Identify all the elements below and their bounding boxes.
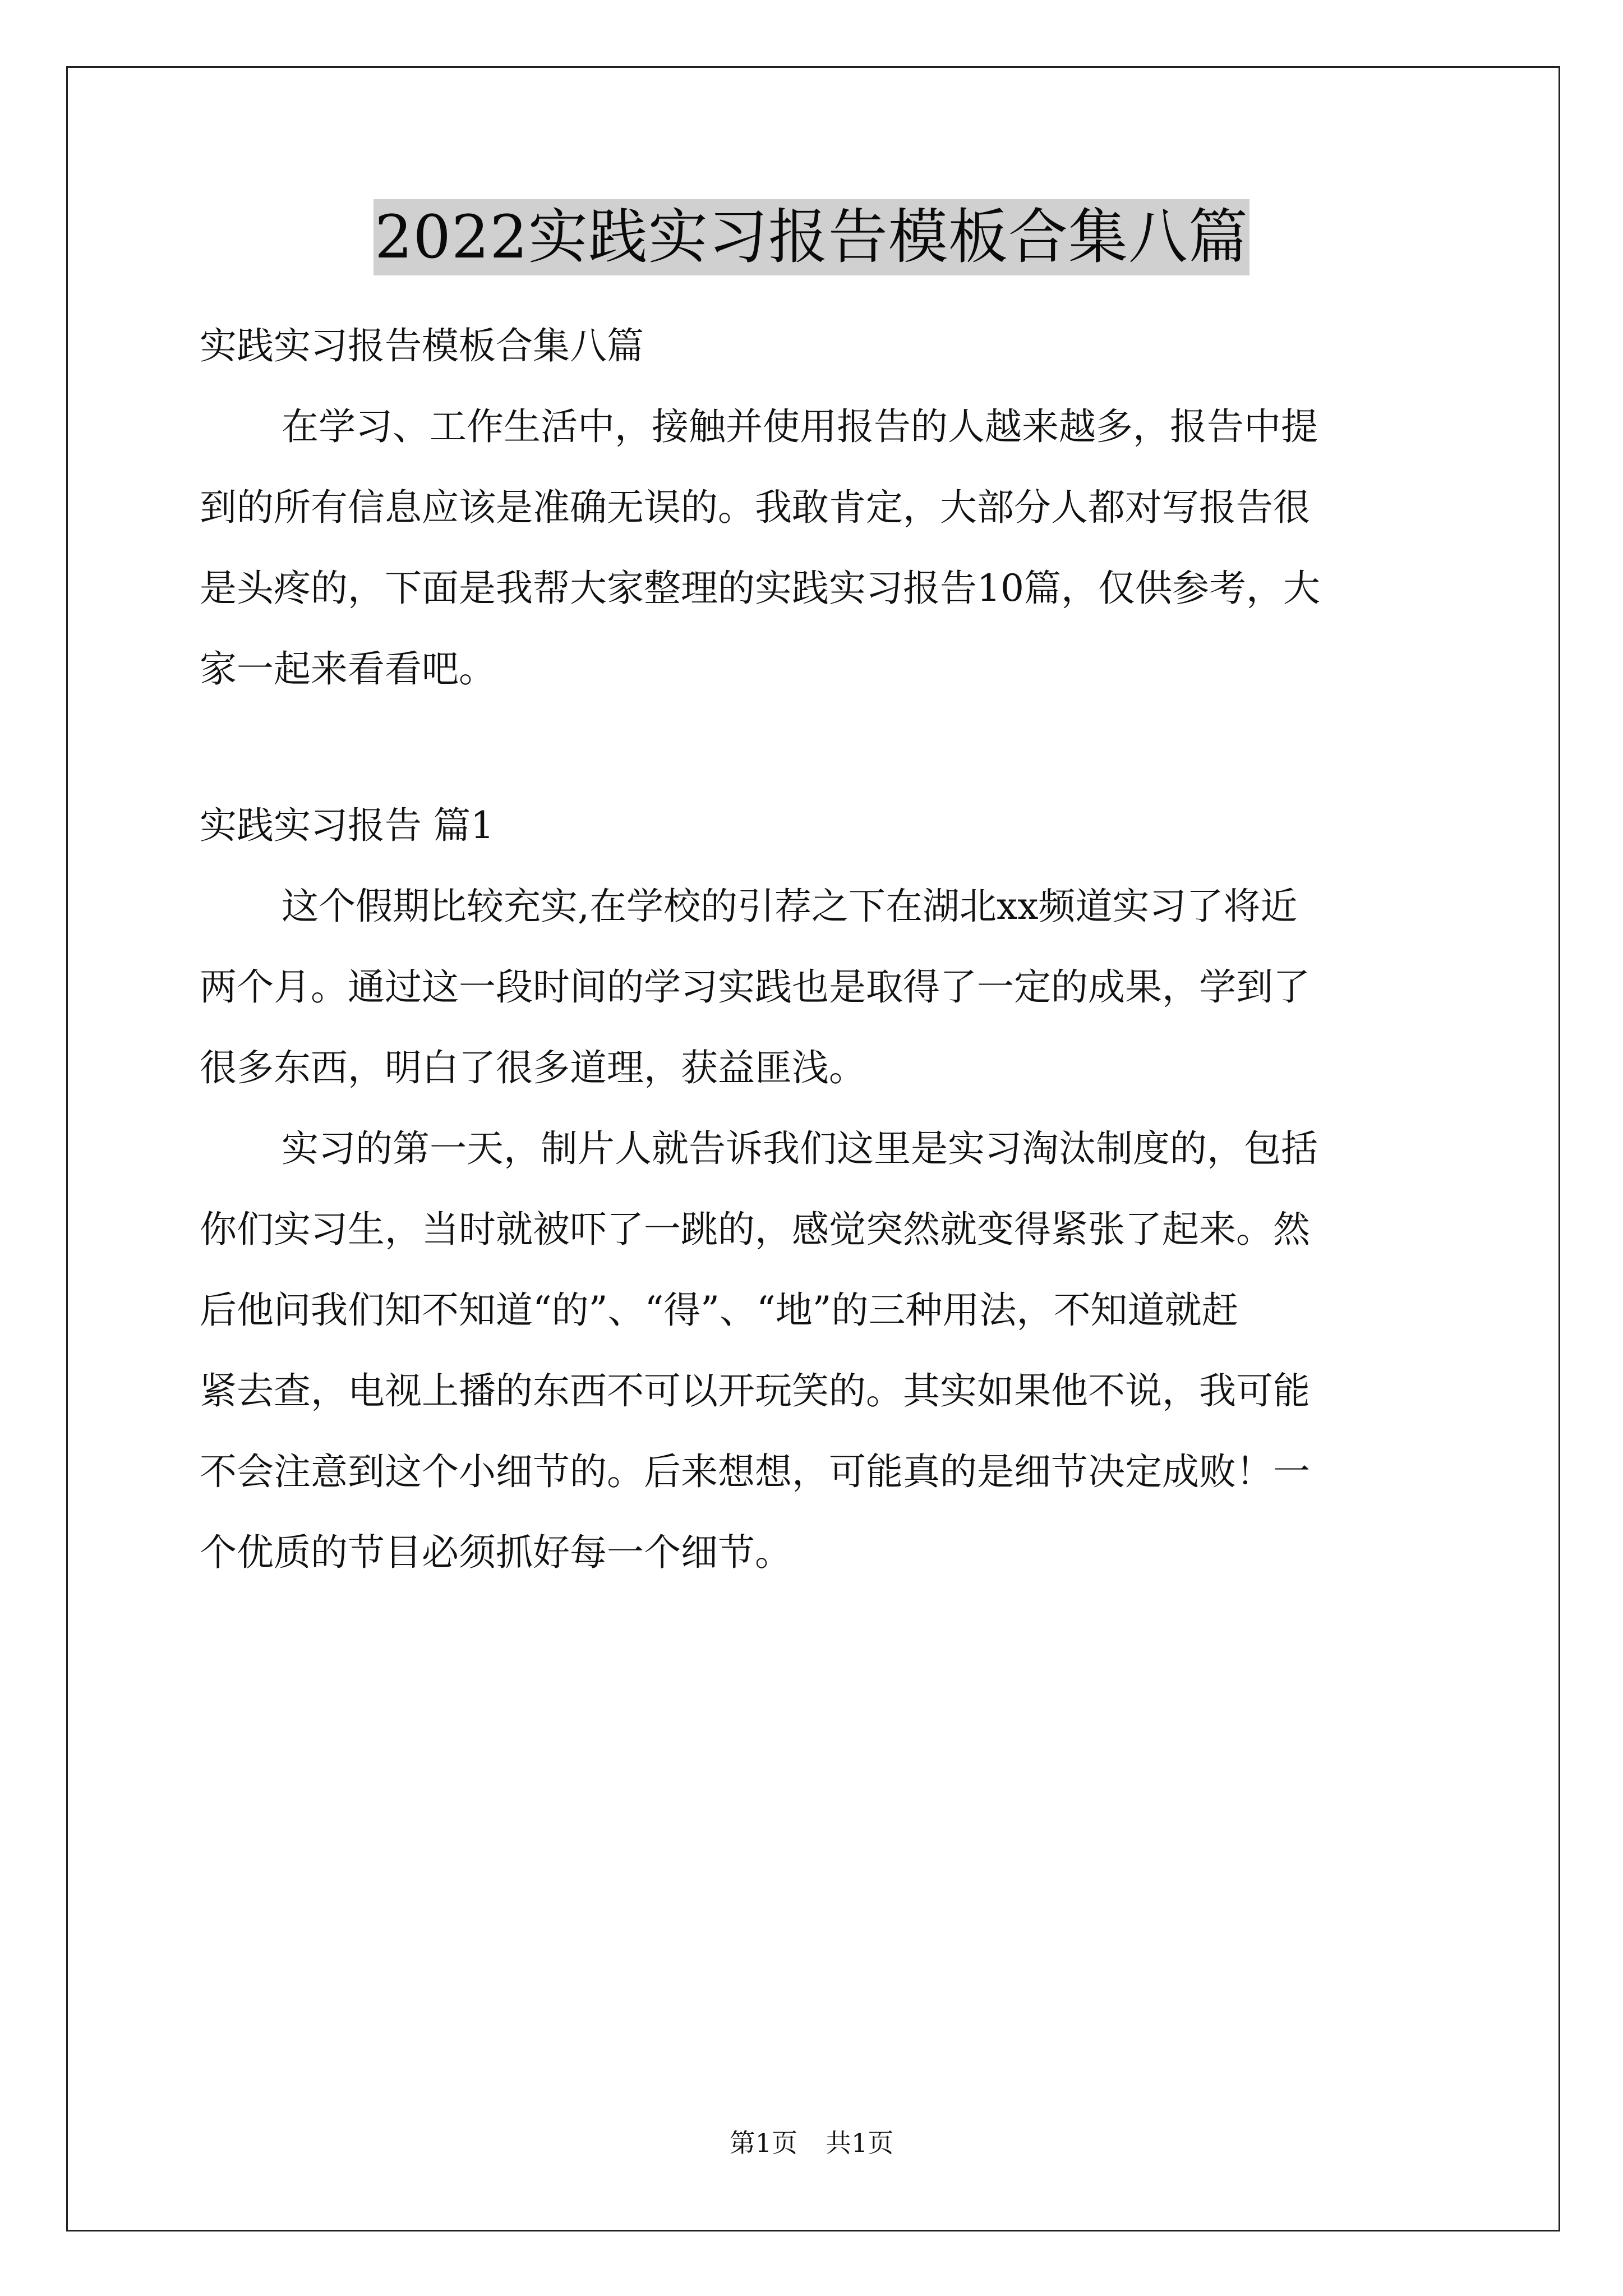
document-title[interactable]: 2022实践实习报告模板合集八篇 [374, 199, 1249, 275]
paragraph-line[interactable]: 你们实习生，当时就被吓了一跳的，感觉突然就变得紧张了起来。然 [200, 1208, 1310, 1251]
subtitle[interactable]: 实践实习报告模板合集八篇 [200, 324, 644, 367]
intro-line[interactable]: 家一起来看看吧。 [200, 647, 496, 691]
intro-line[interactable]: 到的所有信息应该是准确无误的。我敢肯定，大部分人都对写报告很 [200, 486, 1310, 529]
intro-line[interactable]: 是头疼的，下面是我帮大家整理的实践实习报告10篇，仅供参考，大 [200, 567, 1320, 610]
paragraph-line[interactable]: 个优质的节目必须抓好每一个细节。 [200, 1531, 792, 1574]
page-footer [0, 2126, 1623, 2160]
document-body [200, 306, 1428, 1593]
paragraph-line[interactable]: 很多东西，明白了很多道理，获益匪浅。 [200, 1046, 866, 1089]
paragraph-line[interactable]: 实习的第一天，制片人就告诉我们这里是实习淘汰制度的，包括 [282, 1127, 1318, 1170]
intro-line[interactable]: 在学习、工作生活中，接触并使用报告的人越来越多，报告中提 [282, 405, 1318, 448]
paragraph-line[interactable]: 不会注意到这个小细节的。后来想想，可能真的是细节决定成败！一 [200, 1450, 1310, 1493]
paragraph-line[interactable]: 后他问我们知不知道“的”、“得”、“地”的三种用法，不知道就赶 [200, 1289, 1239, 1332]
paragraph-line[interactable]: 紧去查，电视上播的东西不可以开玩笑的。其实如果他不说，我可能 [200, 1369, 1310, 1412]
page-number-current: 第1页 [729, 2128, 797, 2158]
title-container [0, 199, 1623, 275]
paragraph-line[interactable]: 两个月。通过这一段时间的学习实践也是取得了一定的成果，学到了 [200, 965, 1310, 1009]
paragraph-line[interactable]: 这个假期比较充实,在学校的引荐之下在湖北xx频道实习了将近 [282, 885, 1298, 928]
page-number-total: 共1页 [826, 2128, 894, 2158]
section-heading[interactable]: 实践实习报告 篇1 [200, 804, 494, 847]
